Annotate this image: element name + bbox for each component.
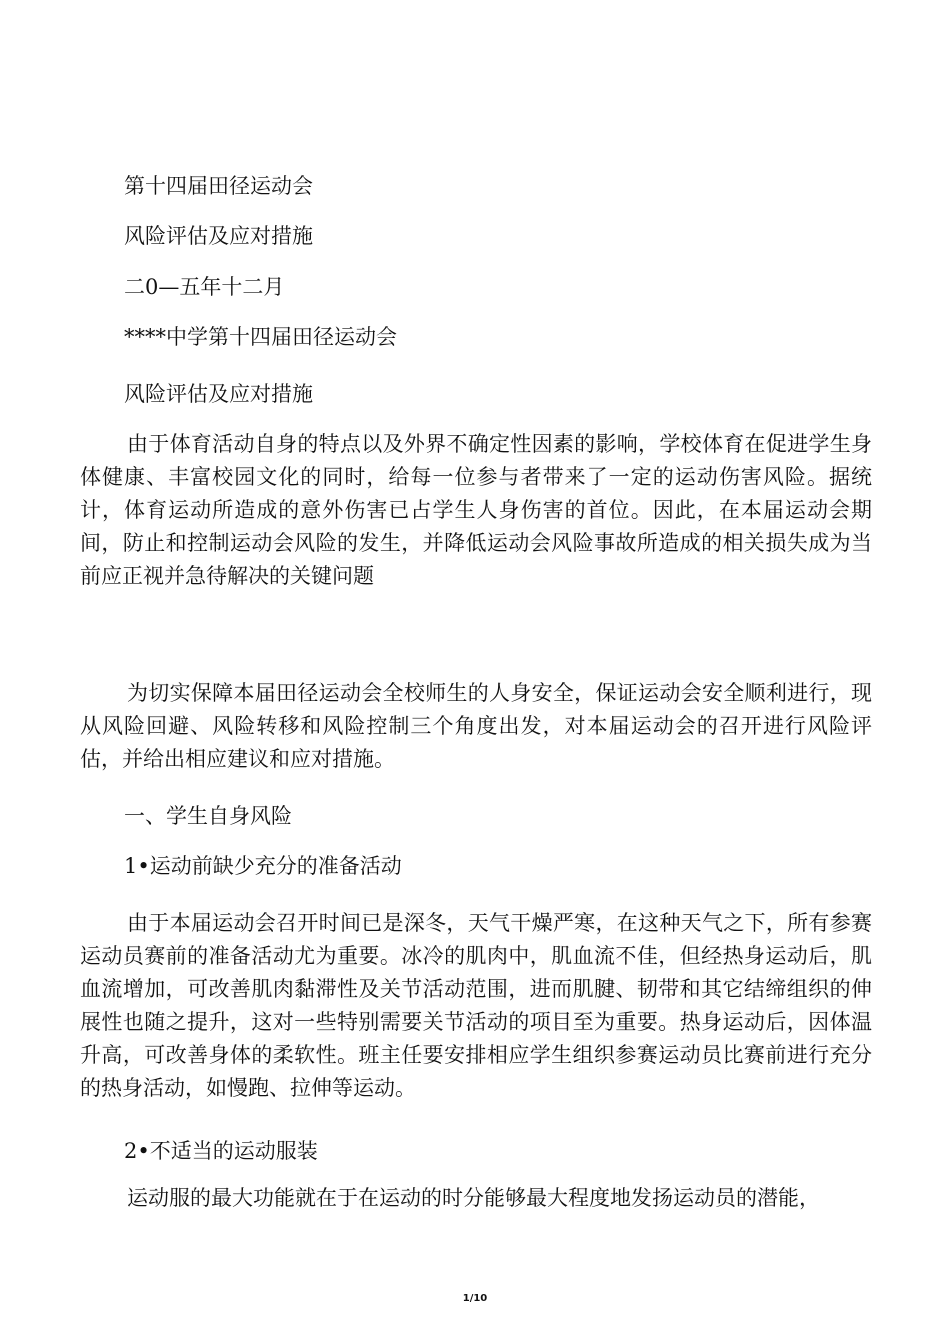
cover-date: 二0—五年十二月 bbox=[124, 275, 285, 299]
section-1-title: 一、学生自身风险 bbox=[124, 804, 292, 828]
cover-title-line1: 第十四届田径运动会 bbox=[124, 174, 313, 198]
item-1-body: 由于本届运动会召开时间已是深冬，天气干燥严寒，在这种天气之下，所有参赛运动员赛前的准备活动尤为重要。冰冷的肌肉中，肌血流不佳，但经热身运动后，肌血流增加，可改善肌肉黏滞性及关节活动范围，进而肌腱、韧带和其它结缔组织的伸展性也随之提升，这对一些特别需要关节活动的项目至为重要。热身运动后，因体温升高，可改善身体的柔软性。班主任要安排相应学生组织参赛运动员比赛前进行充分的热身活动，如慢跑、拉伸等运动。 bbox=[80, 911, 872, 1100]
page-number: 1/10 bbox=[462, 1293, 488, 1304]
item-2-body: 运动服的最大功能就在于在运动的时分能够最大程度地发扬运动员的潜能， bbox=[127, 1186, 820, 1210]
heading-school: ****中学第十四届田径运动会 bbox=[124, 325, 397, 349]
intro-paragraph-1: 由于体育活动自身的特点以及外界不确定性因素的影响，学校体育在促进学生身体健康、丰富校园文化的同时，给每一位参与者带来了一定的运动伤害风险。据统计，体育运动所造成的意外伤害已占学生人身伤害的首位。因此，在本届运动会期间，防止和控制运动会风险的发生，并降低运动会风险事故所造成的相关损失成为当前应正视并急待解决的关键问题 bbox=[80, 432, 872, 588]
intro-paragraph-2: 为切实保障本届田径运动会全校师生的人身安全，保证运动会安全顺利进行，现从风险回避、风险转移和风险控制三个角度出发，对本届运动会的召开进行风险评估，并给出相应建议和应对措施。 bbox=[80, 681, 872, 771]
heading-sub: 风险评估及应对措施 bbox=[124, 382, 313, 406]
item-1-title: 1•运动前缺少充分的准备活动 bbox=[124, 854, 402, 878]
cover-title-line2: 风险评估及应对措施 bbox=[124, 224, 313, 248]
item-2-title: 2•不适当的运动服装 bbox=[124, 1139, 318, 1163]
